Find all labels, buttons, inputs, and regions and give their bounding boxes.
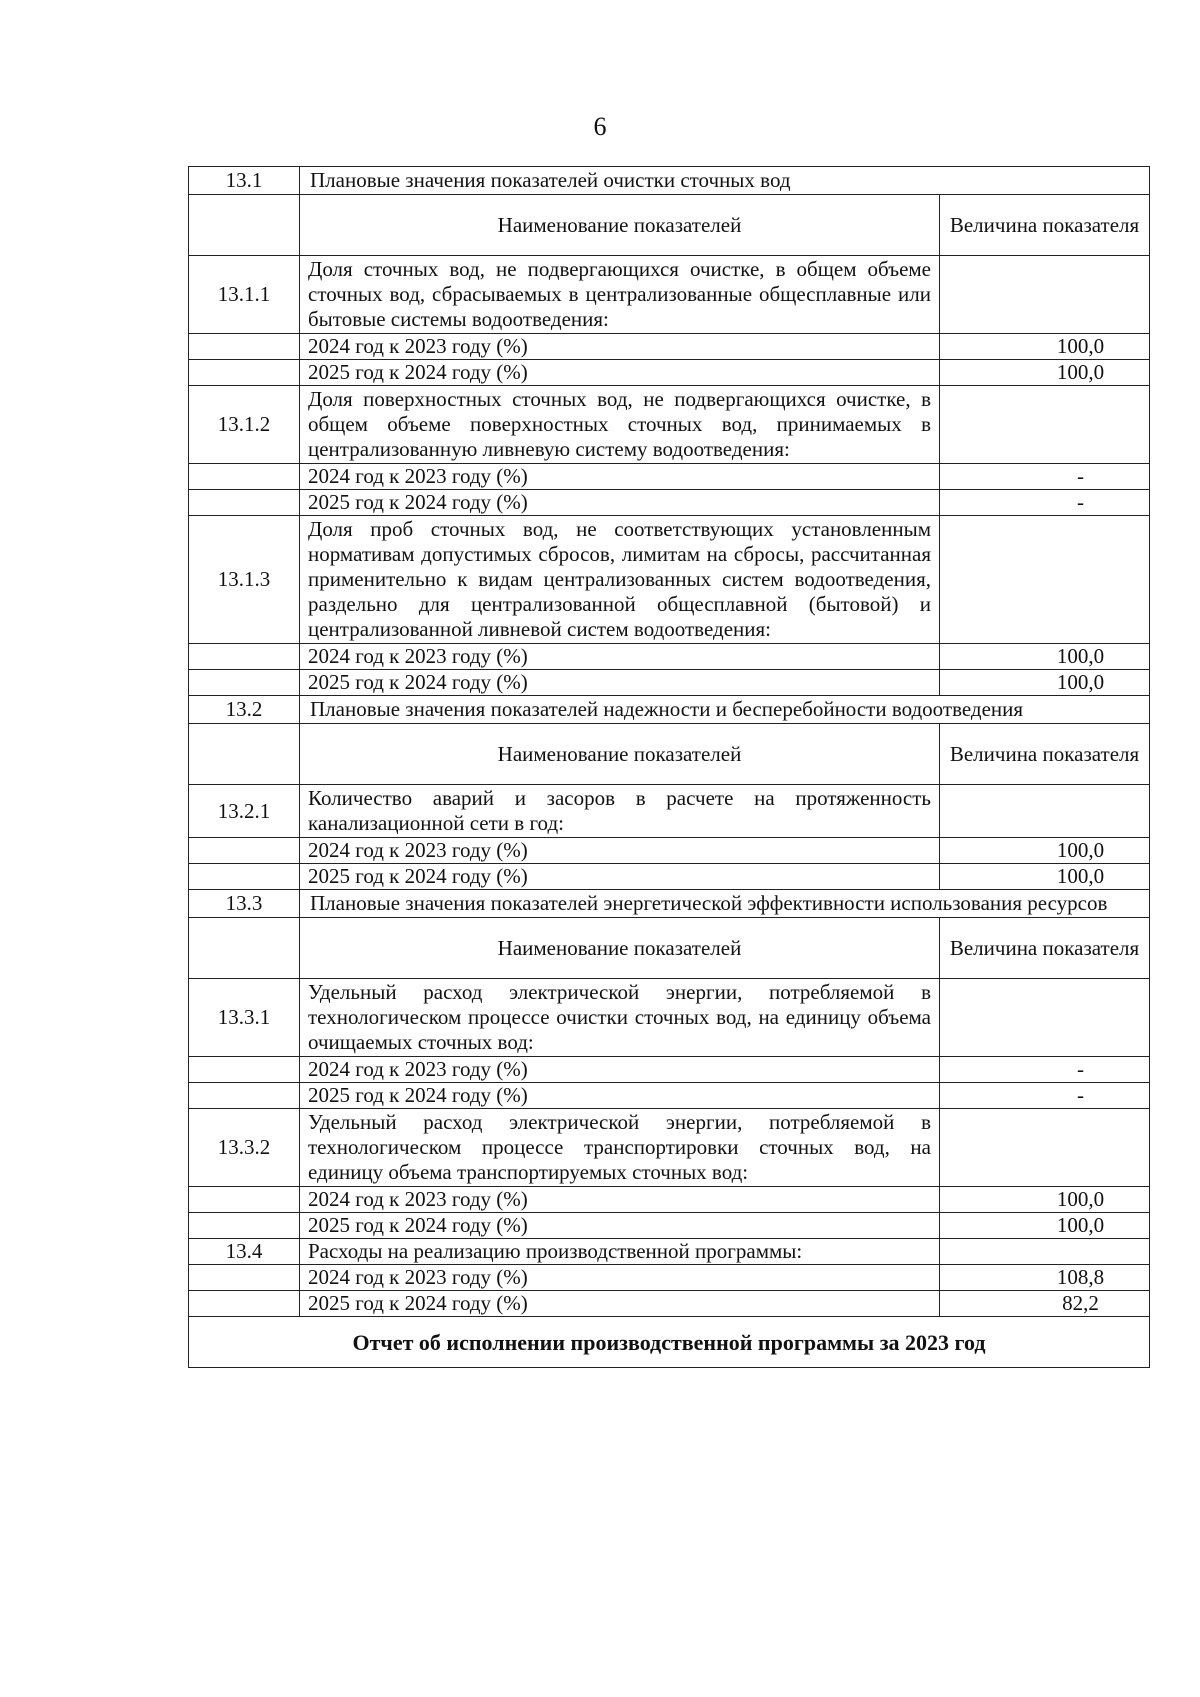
section-title: Плановые значения показателей надежности и бесперебойности водоотведения: [300, 696, 1150, 724]
indicator-number: 13.3.1: [189, 979, 300, 1057]
header-name: Наименование показателей: [300, 195, 940, 256]
header-row: [189, 724, 1150, 785]
header-name: Наименование показателей: [300, 918, 940, 979]
year-label: 2025 год к 2024 году (%): [300, 1213, 940, 1239]
year-value: -: [940, 1083, 1150, 1109]
year-value: 100,0: [940, 670, 1150, 696]
year-value: -: [940, 1057, 1150, 1083]
indicator-row: [189, 256, 1150, 334]
indicator-row: [189, 785, 1150, 838]
year-label: 2025 год к 2024 году (%): [300, 1291, 940, 1317]
year-row: [189, 644, 1150, 670]
year-label: 2024 год к 2023 году (%): [300, 838, 940, 864]
year-row: [189, 1265, 1150, 1291]
year-label: 2024 год к 2023 году (%): [300, 334, 940, 360]
header-value: Величина показателя: [940, 724, 1150, 785]
year-value: 100,0: [940, 334, 1150, 360]
year-row: [189, 1213, 1150, 1239]
year-row: [189, 838, 1150, 864]
year-value: 100,0: [940, 838, 1150, 864]
section-title: Плановые значения показателей энергетической эффективности использования ресурсов: [300, 890, 1150, 918]
page-number: 6: [593, 112, 607, 141]
section-row: [189, 890, 1150, 918]
section-number: 13.3: [189, 890, 300, 918]
year-row: [189, 1057, 1150, 1083]
year-label: 2025 год к 2024 году (%): [300, 864, 940, 890]
year-row: [189, 490, 1150, 516]
year-label: 2025 год к 2024 году (%): [300, 490, 940, 516]
indicator-number: 13.1.1: [189, 256, 300, 334]
header-row: [189, 195, 1150, 256]
year-value: 100,0: [940, 644, 1150, 670]
year-label: 2024 год к 2023 году (%): [300, 464, 940, 490]
section-number: 13.1: [189, 167, 300, 195]
indicator-text: Количество аварий и засоров в расчете на протяженность канализационной сети в год:: [300, 785, 940, 838]
year-value: -: [940, 490, 1150, 516]
section-row: [189, 696, 1150, 724]
year-value: 82,2: [940, 1291, 1150, 1317]
year-label: 2024 год к 2023 году (%): [300, 644, 940, 670]
year-label: 2025 год к 2024 году (%): [300, 1083, 940, 1109]
year-value: 100,0: [940, 1187, 1150, 1213]
indicator-text: Доля сточных вод, не подвергающихся очистке, в общем объеме сточных вод, сбрасываемых в централизованные общесплавные или бытовые системы водоотведения:: [300, 256, 940, 334]
footer-row: [189, 1317, 1150, 1368]
indicator-row: [189, 386, 1150, 464]
indicator-text: Доля проб сточных вод, не соответствующих установленным нормативам допустимых сбросов, лимитам на сбросы, рассчитанная применительно к видам централизованных систем водоотведения, раздельно для централизованной общесплавной (бытовой) и централизованной ливневой систем водоотведения:: [300, 516, 940, 644]
year-value: 100,0: [940, 360, 1150, 386]
year-value: 108,8: [940, 1265, 1150, 1291]
indicator-number: 13.1.2: [189, 386, 300, 464]
year-row: [189, 360, 1150, 386]
indicator-row: [189, 1109, 1150, 1187]
expenses-row: [189, 1239, 1150, 1265]
section-number: 13.2: [189, 696, 300, 724]
section-title: Плановые значения показателей очистки сточных вод: [300, 167, 1150, 195]
indicator-text: Удельный расход электрической энергии, потребляемой в технологическом процессе очистки сточных вод, на единицу объема очищаемых сточных вод:: [300, 979, 940, 1057]
header-value: Величина показателя: [940, 195, 1150, 256]
year-row: [189, 1187, 1150, 1213]
expenses-text: Расходы на реализацию производственной программы:: [300, 1239, 940, 1265]
year-row: [189, 334, 1150, 360]
header-value: Величина показателя: [940, 918, 1150, 979]
year-label: 2024 год к 2023 году (%): [300, 1057, 940, 1083]
indicator-number: 13.3.2: [189, 1109, 300, 1187]
indicator-text: Доля поверхностных сточных вод, не подвергающихся очистке, в общем объеме поверхностных сточных вод, принимаемых в централизованную ливневую систему водоотведения:: [300, 386, 940, 464]
year-row: [189, 670, 1150, 696]
section-row: [189, 167, 1150, 195]
indicator-row: [189, 979, 1150, 1057]
year-label: 2025 год к 2024 году (%): [300, 360, 940, 386]
year-row: [189, 864, 1150, 890]
year-row: [189, 1291, 1150, 1317]
indicators-table: [188, 166, 1150, 1368]
year-label: 2024 год к 2023 году (%): [300, 1265, 940, 1291]
expenses-number: 13.4: [189, 1239, 300, 1265]
report-heading: Отчет об исполнении производственной программы за 2023 год: [189, 1317, 1150, 1368]
year-value: 100,0: [940, 1213, 1150, 1239]
year-label: 2024 год к 2023 году (%): [300, 1187, 940, 1213]
indicator-text: Удельный расход электрической энергии, потребляемой в технологическом процессе транспортировки сточных вод, на единицу объема транспортируемых сточных вод:: [300, 1109, 940, 1187]
year-value: 100,0: [940, 864, 1150, 890]
indicator-number: 13.2.1: [189, 785, 300, 838]
year-row: [189, 464, 1150, 490]
year-row: [189, 1083, 1150, 1109]
indicator-row: [189, 516, 1150, 644]
header-row: [189, 918, 1150, 979]
header-name: Наименование показателей: [300, 724, 940, 785]
year-label: 2025 год к 2024 году (%): [300, 670, 940, 696]
year-value: -: [940, 464, 1150, 490]
indicator-number: 13.1.3: [189, 516, 300, 644]
